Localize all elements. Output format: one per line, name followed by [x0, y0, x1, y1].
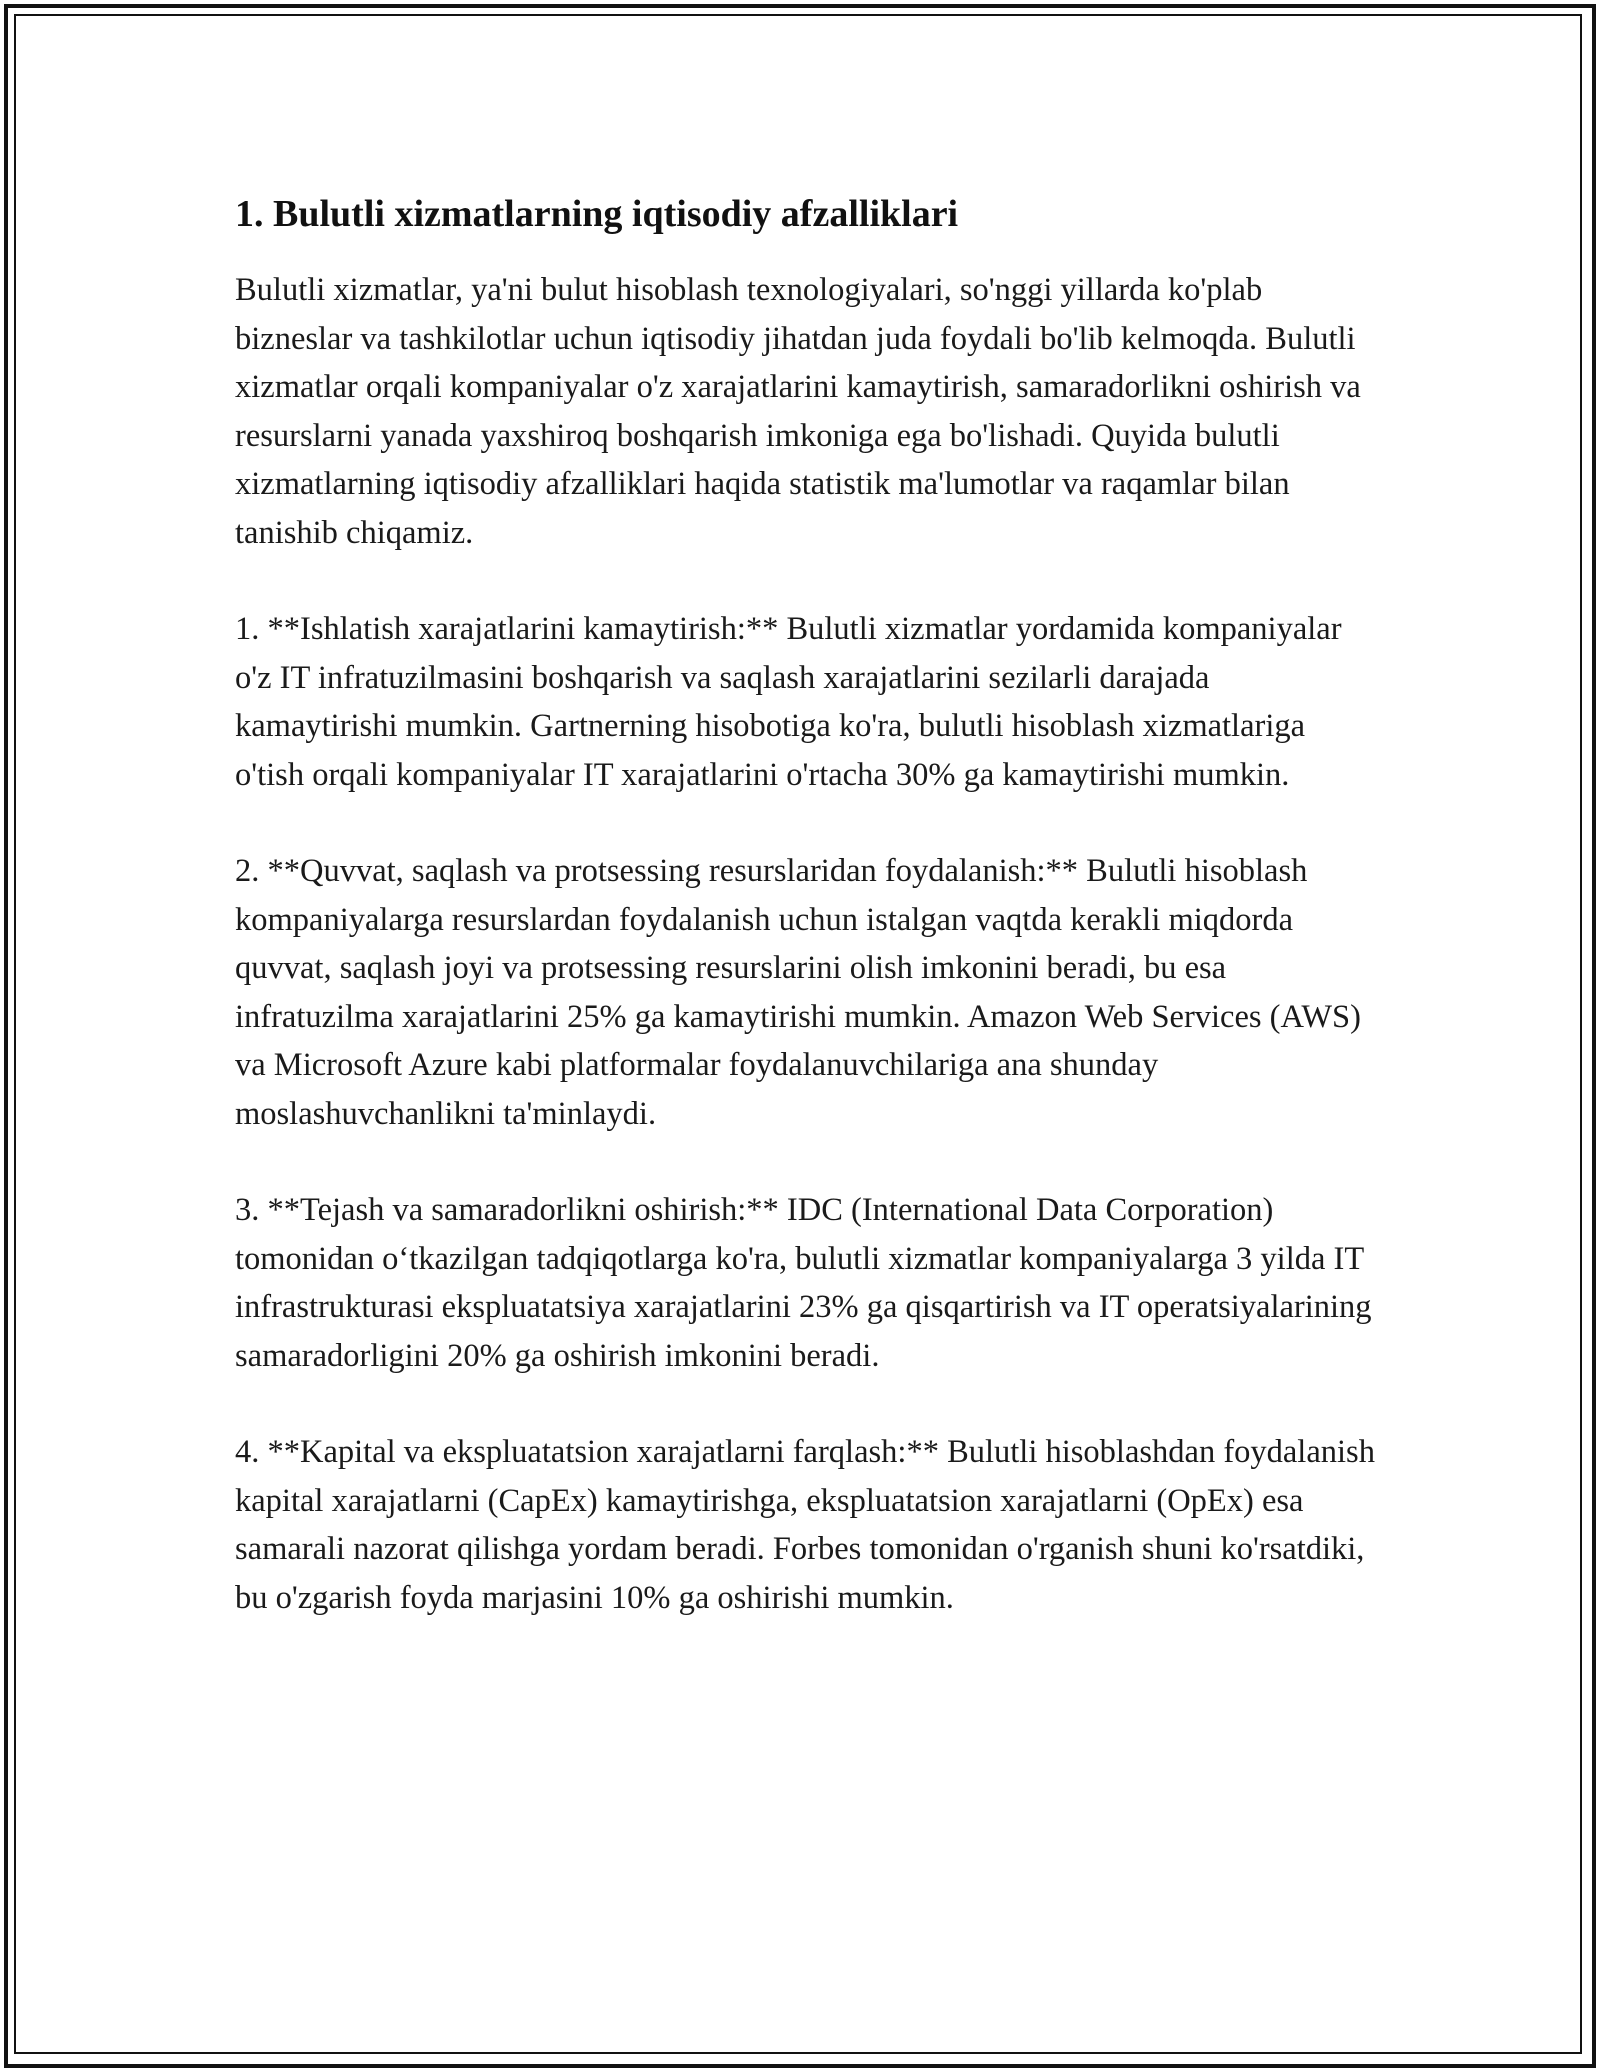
document-body	[235, 186, 1375, 1670]
point-1-paragraph: 1. **Ishlatish xarajatlarini kamaytirish:** Bulutli xizmatlar yordamida kompaniyalar o'z IT infratuzilmasini boshqarish va saqlash xarajatlarini sezilarli darajada kamaytirishi mumkin. Gartnerning hisobotiga ko'ra, bulutli hisoblash xizmatlariga o'tish orqali kompaniyalar IT xarajatlarini o'rtacha 30% ga kamaytirishi mumkin.	[235, 611, 1342, 793]
intro-paragraph: Bulutli xizmatlar, ya'ni bulut hisoblash texnologiyalari, so'nggi yillarda ko'plab bizneslar va tashkilotlar uchun iqtisodiy jihatdan juda foydali bo'lib kelmoqda. Bulutli xizmatlar orqali kompaniyalar o'z xarajatlarini kamaytirish, samaradorlikni oshirish va resurslarni yanada yaxshiroq boshqarish imkoniga ega bo'lishadi. Quyida bulutli xizmatlarning iqtisodiy afzalliklari haqida statistik ma'lumotlar va raqamlar bilan tanishib chiqamiz.	[235, 272, 1361, 551]
point-2-paragraph: 2. **Quvvat, saqlash va protsessing resurslaridan foydalanish:** Bulutli hisoblash kompaniyalarga resurslardan foydalanish uchun istalgan vaqtda kerakli miqdorda quvvat, saqlash joyi va protsessing resurslarini olish imkonini beradi, bu esa infratuzilma xarajatlarini 25% ga kamaytirishi mumkin. Amazon Web Services (AWS) va Microsoft Azure kabi platformalar foydalanuvchilariga ana shunday moslashuvchanlikni ta'minlaydi.	[235, 853, 1361, 1132]
point-3-paragraph: 3. **Tejash va samaradorlikni oshirish:** IDC (International Data Corporation) tomonidan o‘tkazilgan tadqiqotlarga ko'ra, bulutli xizmatlar kompaniyalarga 3 yilda IT infrastrukturasi ekspluatatsiya xarajatlarini 23% ga qisqartirish va IT operatsiyalarining samaradorligini 20% ga oshirish imkonini beradi.	[235, 1192, 1372, 1374]
section-title: 1. Bulutli xizmatlarning iqtisodiy afzalliklari	[235, 193, 959, 235]
point-4-paragraph: 4. **Kapital va ekspluatatsion xarajatlarni farqlash:** Bulutli hisoblashdan foydalanish kapital xarajatlarni (CapEx) kamaytirishga, ekspluatatsion xarajatlarni (OpEx) esa samarali nazorat qilishga yordam beradi. Forbes tomonidan o'rganish shuni ko'rsatdiki, bu o'zgarish foyda marjasini 10% ga oshirishi mumkin.	[235, 1434, 1375, 1616]
